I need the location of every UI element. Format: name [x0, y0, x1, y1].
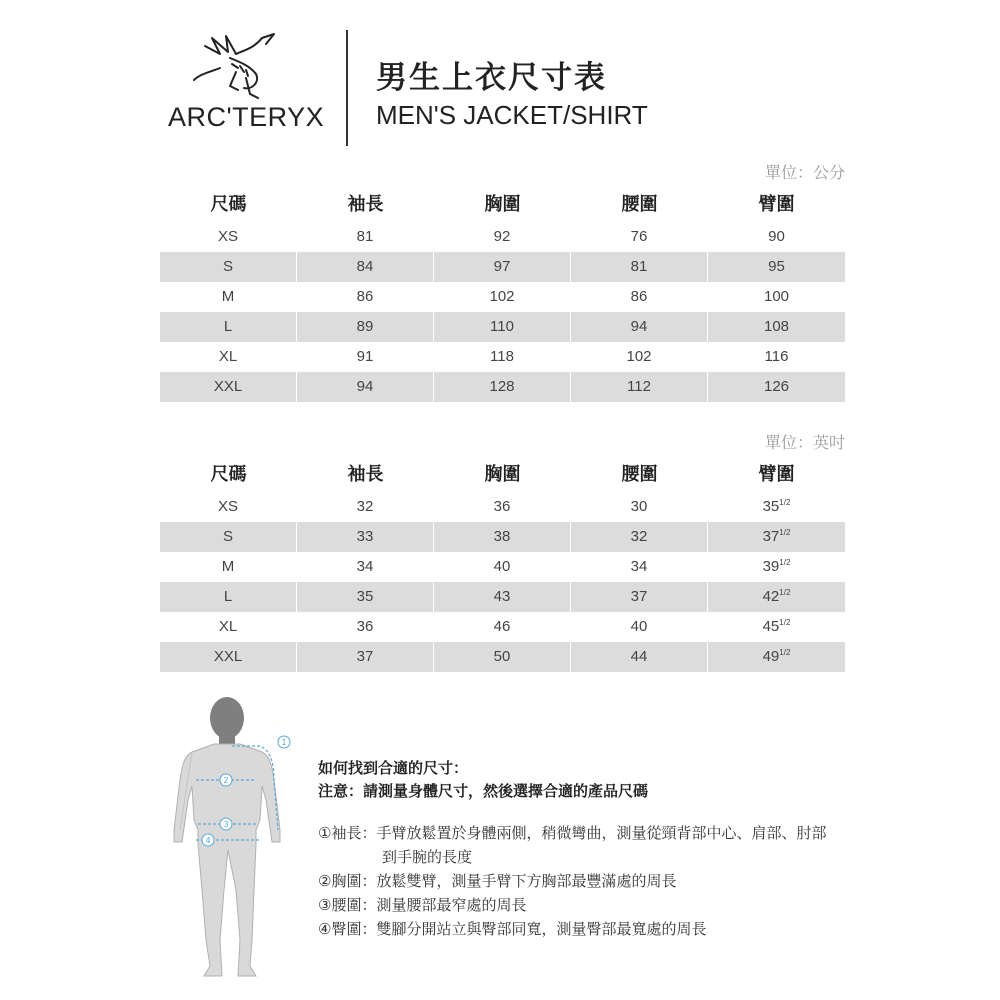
header-divider — [346, 30, 348, 146]
table-row — [160, 252, 845, 282]
cell-value: 45 — [762, 618, 780, 635]
table-cell: 43 — [434, 582, 570, 612]
table-row — [160, 342, 845, 372]
table-cell: 100 — [763, 288, 790, 305]
table-cell: 110 — [434, 312, 570, 342]
table-cell: 86 — [356, 288, 374, 305]
table-cell: 91 — [356, 348, 374, 365]
table-cell: 37 — [571, 582, 707, 612]
table-cell: 33 — [297, 522, 433, 552]
table-cell — [708, 612, 845, 642]
table-cell — [708, 642, 845, 672]
marker-2-label: 2 — [223, 776, 229, 785]
table-cell: 36 — [493, 498, 511, 515]
table-cell — [708, 522, 845, 552]
table-row — [160, 642, 845, 672]
column-header-waist: 腰圍 — [621, 464, 658, 485]
table-cell: 94 — [571, 312, 707, 342]
brand-wordmark: ARC'TERYX — [168, 102, 325, 132]
table-cell: 30 — [630, 498, 648, 515]
half-fraction: 1/2 — [779, 648, 791, 657]
table-cell: 108 — [708, 312, 845, 342]
table-row — [160, 312, 845, 342]
guide-item-sleeve-cont: 到手腕的長度 — [382, 848, 473, 866]
table-cell: 76 — [630, 228, 648, 245]
table-cell: 36 — [356, 618, 374, 635]
body-measurement-figure — [170, 690, 320, 990]
table-cell: 35 — [297, 582, 433, 612]
column-header-size: 尺碼 — [210, 194, 247, 215]
table-cell: 46 — [493, 618, 511, 635]
table-cell — [708, 492, 845, 522]
table-cell: 50 — [434, 642, 570, 672]
table-cell: 128 — [434, 372, 570, 402]
cell-value: 42 — [762, 588, 780, 605]
table-cell — [708, 552, 845, 582]
size-table-cm — [160, 182, 845, 402]
column-header-waist: 腰圍 — [621, 194, 658, 215]
guide-notice: 注意：請測量身體尺寸，然後選擇合適的產品尺碼 — [318, 782, 649, 800]
table-cell: 40 — [630, 618, 648, 635]
table-cell: 34 — [356, 558, 374, 575]
table-cell: XL — [218, 618, 238, 635]
table-cell: 97 — [434, 252, 570, 282]
table-cell: 37 — [297, 642, 433, 672]
table-header — [160, 182, 845, 222]
cell-value: 35 — [762, 498, 780, 515]
table-cell: L — [160, 312, 296, 342]
table-cell: 90 — [768, 228, 785, 245]
table-cell: 94 — [297, 372, 433, 402]
table-cell: 112 — [571, 372, 707, 402]
table-cell: 34 — [630, 558, 648, 575]
table-cell: 95 — [708, 252, 845, 282]
table-cell: S — [160, 522, 296, 552]
table-cell: XS — [217, 498, 238, 515]
table-row — [160, 612, 845, 642]
table-cell: XL — [218, 348, 238, 365]
table-cell: M — [221, 558, 235, 575]
column-header-sleeve: 袖長 — [347, 464, 384, 485]
table-row — [160, 522, 845, 552]
column-header-sleeve: 袖長 — [347, 194, 384, 215]
cell-value: 37 — [762, 528, 780, 545]
table-cell: XS — [217, 228, 238, 245]
table-cell: 89 — [297, 312, 433, 342]
table-header — [160, 452, 845, 492]
table-cell: 44 — [571, 642, 707, 672]
table-row — [160, 222, 845, 252]
unit-label-inch: 單位：英吋 — [764, 433, 845, 452]
table-cell: 81 — [571, 252, 707, 282]
size-table-inch — [160, 452, 845, 672]
table-cell: 126 — [708, 372, 845, 402]
table-cell: M — [221, 288, 235, 305]
table-cell: 32 — [356, 498, 374, 515]
marker-4-label: 4 — [205, 836, 211, 845]
table-cell: 116 — [764, 348, 789, 365]
table-cell: 102 — [626, 348, 652, 365]
table-cell: 38 — [434, 522, 570, 552]
table-cell: 32 — [571, 522, 707, 552]
table-cell: XXL — [160, 642, 296, 672]
marker-3-label: 3 — [223, 820, 229, 829]
guide-heading: 如何找到合適的尺寸： — [318, 759, 469, 777]
guide-item-chest: ②胸圍：放鬆雙臂，測量手臂下方胸部最豐滿處的周長 — [318, 872, 677, 890]
table-cell — [708, 582, 845, 612]
table-cell: 118 — [490, 348, 514, 365]
table-cell: 86 — [630, 288, 648, 305]
column-header-hip: 臂圍 — [758, 464, 795, 485]
table-row — [160, 492, 845, 522]
column-header-chest: 胸圍 — [484, 194, 521, 215]
half-fraction: 1/2 — [779, 498, 791, 507]
half-fraction: 1/2 — [779, 528, 791, 537]
cell-value: 49 — [762, 648, 780, 665]
table-row — [160, 372, 845, 402]
guide-item-hip: ④臀圍：雙腳分開站立與臀部同寬，測量臀部最寬處的周長 — [318, 920, 707, 938]
guide-item-waist: ③腰圍：測量腰部最窄處的周長 — [318, 896, 527, 914]
guide-item-sleeve: ①袖長：手臂放鬆置於身體兩側，稍微彎曲，測量從頸背部中心、肩部、肘部 — [318, 824, 827, 842]
half-fraction: 1/2 — [779, 618, 791, 627]
table-cell: L — [160, 582, 296, 612]
table-cell: 102 — [489, 288, 515, 305]
table-cell: 81 — [356, 228, 374, 245]
cell-value: 39 — [762, 558, 780, 575]
column-header-hip: 臂圍 — [758, 194, 795, 215]
table-cell: 92 — [493, 228, 511, 245]
column-header-chest: 胸圍 — [484, 464, 521, 485]
column-header-size: 尺碼 — [210, 464, 247, 485]
table-row — [160, 552, 845, 582]
marker-1-label: 1 — [281, 738, 287, 747]
page-title-zh: 男生上衣尺寸表 — [376, 60, 607, 96]
table-row — [160, 582, 845, 612]
figure-head — [210, 697, 244, 739]
archaeopteryx-logo-icon — [190, 28, 280, 108]
table-row — [160, 282, 845, 312]
half-fraction: 1/2 — [779, 558, 791, 567]
page-title-en: MEN'S JACKET/SHIRT — [376, 100, 648, 130]
unit-label-cm: 單位：公分 — [764, 163, 845, 182]
half-fraction: 1/2 — [779, 588, 791, 597]
table-cell: 84 — [297, 252, 433, 282]
table-cell: S — [160, 252, 296, 282]
table-cell: 40 — [493, 558, 511, 575]
table-cell: XXL — [160, 372, 296, 402]
